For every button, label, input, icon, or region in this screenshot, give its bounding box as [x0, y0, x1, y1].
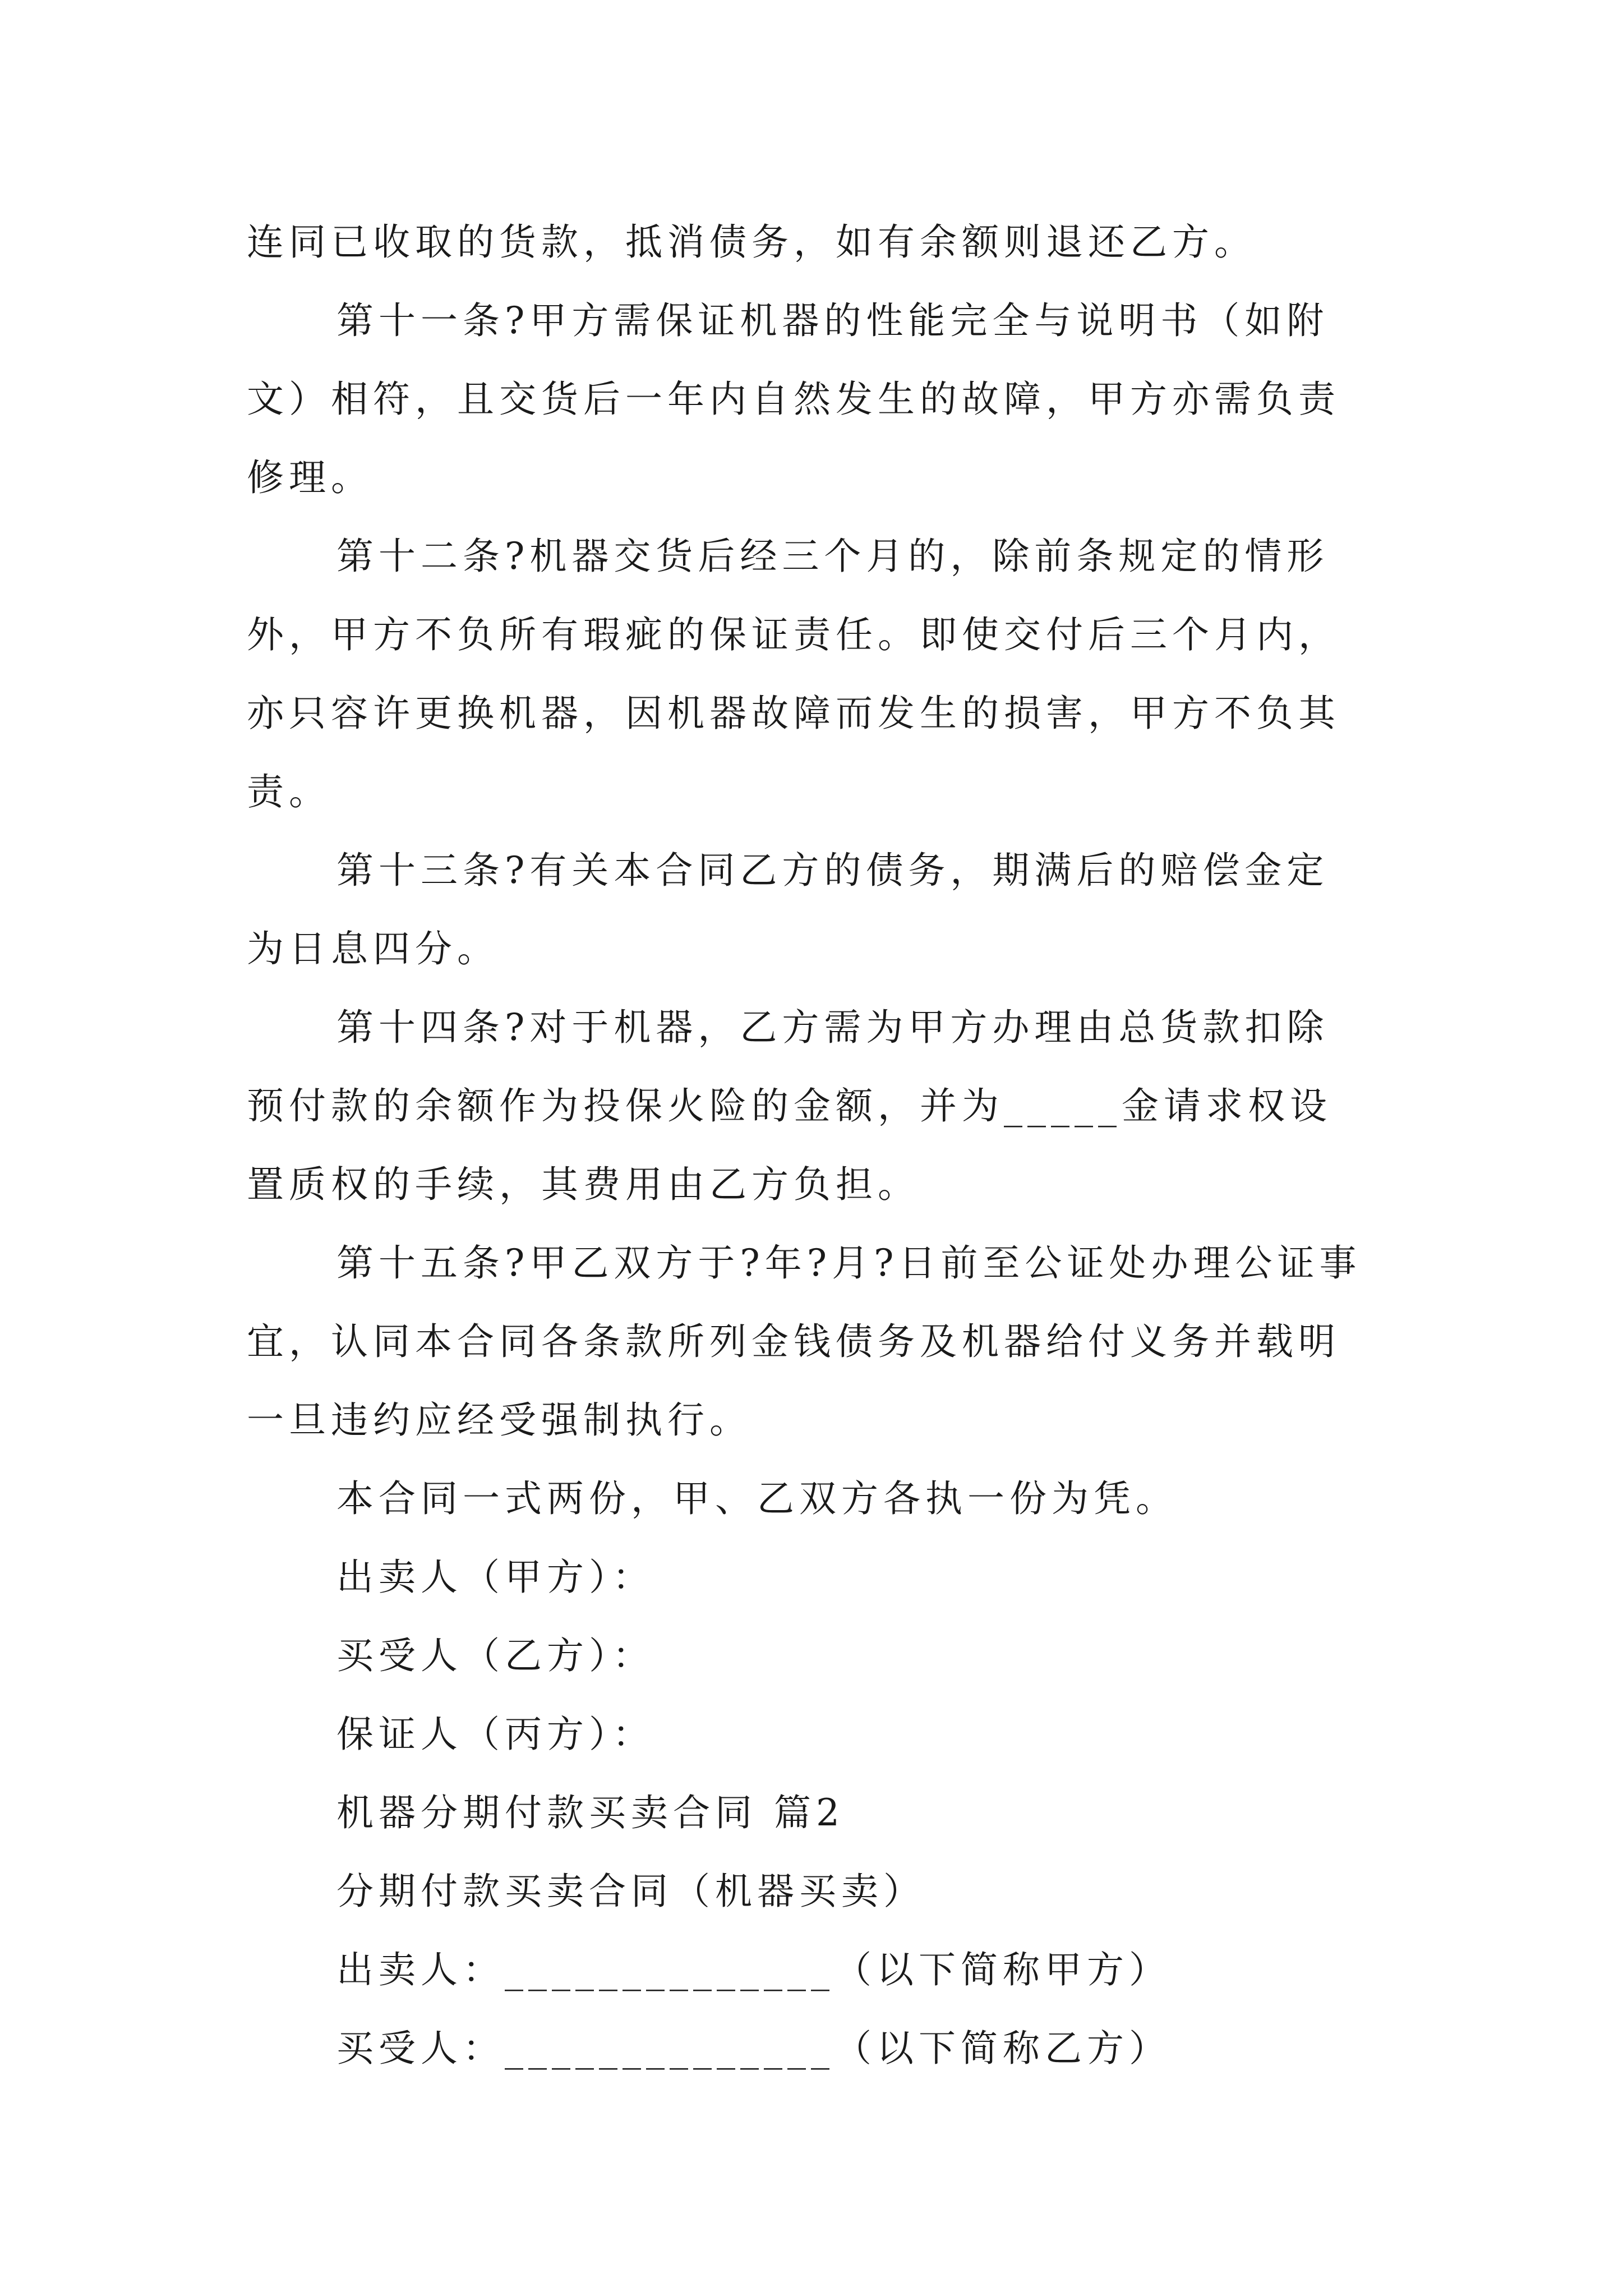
- seller-signature-line: 出卖人（甲方）：: [336, 1556, 654, 1599]
- article-11-line: 第十一条?甲方需保证机器的性能完全与说明书（如附: [336, 299, 1329, 342]
- text-line: 外，甲方不负所有瑕疵的保证责任。即使交付后三个月内，: [247, 613, 1340, 656]
- seller-field: 出卖人：______________（以下简称甲方）: [336, 1948, 1171, 1991]
- text-line: 宜，认同本合同各条款所列金钱债务及机器给付义务并载明: [247, 1320, 1340, 1363]
- text-line: 修理。: [247, 456, 373, 499]
- contract-title: 分期付款买卖合同（机器买卖）: [336, 1870, 925, 1913]
- text-line: 为日息四分。: [247, 927, 499, 970]
- article-12-line: 第十二条?机器交货后经三个月的，除前条规定的情形: [336, 535, 1329, 578]
- article-15-line: 第十五条?甲乙双方于?年?月?日前至公证处办理公证事: [336, 1241, 1362, 1285]
- text-line: 亦只容许更换机器，因机器故障而发生的损害，甲方不负其: [247, 692, 1340, 735]
- buyer-signature-line: 买受人（乙方）：: [336, 1634, 654, 1677]
- text-line: 连同已收取的货款，抵消债务，如有余额则退还乙方。: [247, 220, 1256, 264]
- guarantor-signature-line: 保证人（丙方）：: [336, 1713, 654, 1756]
- text-line: 文）相符，且交货后一年内自然发生的故障，甲方亦需负责: [247, 378, 1340, 421]
- copies-statement: 本合同一式两份，甲、乙双方各执一份为凭。: [336, 1477, 1178, 1520]
- section-heading: 机器分期付款买卖合同 篇2: [336, 1791, 845, 1834]
- article-14-line: 第十四条?对于机器，乙方需为甲方办理由总货款扣除: [336, 1006, 1329, 1049]
- text-line: 置质权的手续，其费用由乙方负担。: [247, 1163, 920, 1206]
- text-line: 责。: [247, 770, 331, 813]
- article-13-line: 第十三条?有关本合同乙方的债务，期满后的赔偿金定: [336, 849, 1329, 892]
- text-line: 一旦违约应经受强制执行。: [247, 1398, 751, 1442]
- text-line: 预付款的余额作为投保火险的金额，并为_____金请求权设: [247, 1084, 1332, 1128]
- buyer-field: 买受人：______________（以下简称乙方）: [336, 2027, 1171, 2070]
